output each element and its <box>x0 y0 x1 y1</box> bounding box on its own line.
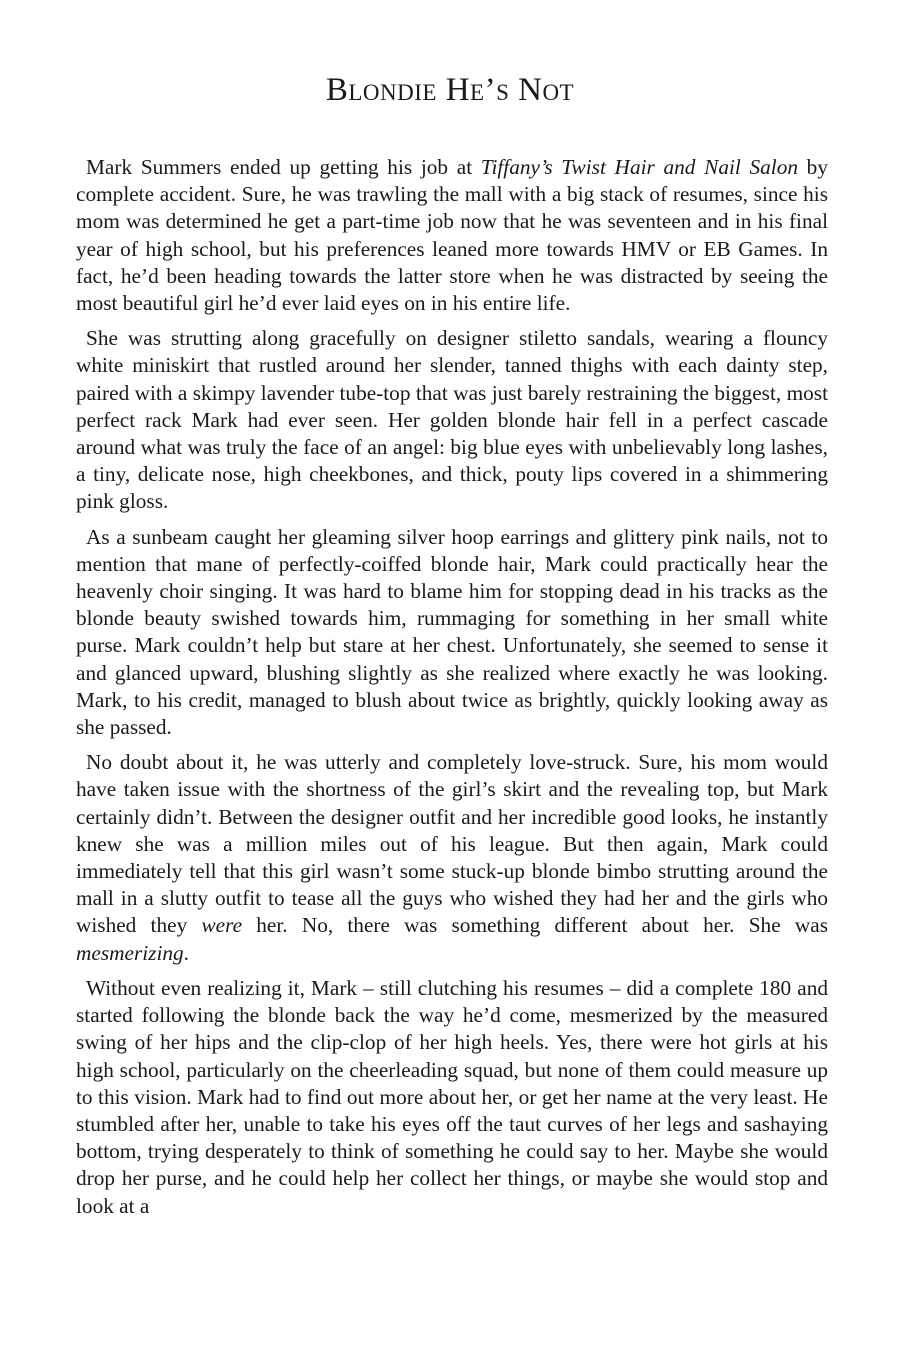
para-2-seg-1: She was strutting along gracefully on designer stiletto sandals, wearing a flouncy white miniskirt that rustled around her slender, tanned thighs with each dainty step, paired with a skimpy lavender tube-top that was just barely restraining the biggest, most perfect rack Mark had ever seen. Her golden blonde hair fell in a perfect cascade around what was truly the face of an angel: big blue eyes with unbelievably long lashes, a tiny, delicate nose, high cheekbones, and thick, pouty lips covered in a shimmering pink gloss. <box>76 326 828 514</box>
paragraph-4 <box>76 749 828 967</box>
paragraph-2 <box>76 325 828 515</box>
para-4-seg-5: . <box>183 940 189 965</box>
paragraph-3 <box>76 524 828 742</box>
chapter-body <box>76 154 828 1228</box>
para-3-seg-1: As a sunbeam caught her gleaming silver hoop earrings and glittery pink nails, not to mention that mane of perfectly-coiffed blonde hair, Mark could practically hear the heavenly choir singing. It was hard to blame him for stopping dead in his tracks as the blonde beauty swished towards him, rummaging for something in her small white purse. Mark couldn’t help but stare at her chest. Unfortunately, she seemed to sense it and glanced upward, blushing slightly as she realized where exactly he was looking. Mark, to his credit, managed to blush about twice as brightly, quickly looking away as she passed. <box>76 524 828 740</box>
para-4-italic-mesmerizing: mesmerizing <box>76 940 184 965</box>
para-4-seg-3: her. No, there was something different about her. She was <box>242 913 828 938</box>
chapter-title: Blondie He’s Not <box>325 72 575 108</box>
para-4-seg-1: No doubt about it, he was utterly and completely love-struck. Sure, his mom would have taken issue with the shortness of the girl’s skirt and the revealing top, but Mark certainly didn’t. Between the designer outfit and her incredible good looks, he instantly knew she was a million miles out of his league. But then again, Mark could immediately tell that this girl wasn’t some stuck-up blonde bimbo strutting around the mall in a slutty outfit to tease all the guys who wished they had her and the girls who wished they <box>76 750 828 938</box>
para-1-seg-1: Mark Summers ended up getting his job at <box>86 155 481 179</box>
paragraph-1 <box>76 154 828 317</box>
para-1-seg-3: by complete accident. Sure, he was trawling the mall with a big stack of resumes, since his mom was determined he get a part-time job now that he was seventeen and in his final year of high school, but his preferences leaned more towards HMV or EB Games. In fact, he’d been heading towards the latter store when he was distracted by seeing the most beautiful girl he’d ever laid eyes on in his entire life. <box>76 155 828 316</box>
salon-name: Tiffany’s Twist Hair and Nail Salon <box>480 155 798 179</box>
paragraph-5 <box>76 975 828 1220</box>
para-5-seg-1: Without even realizing it, Mark – still clutching his resumes – did a complete 180 and started following the blonde back the way he’d come, mesmerized by the measured swing of her hips and the clip-clop of her high heels. Yes, there were hot girls at his high school, particularly on the cheerleading squad, but none of them could measure up to this vision. Mark had to find out more about her, or get her name at the very least. He stumbled after her, unable to take his eyes off the taut curves of her legs and sashaying bottom, trying desperately to think of something he could say to her. Maybe she would drop her purse, and he could help her collect her things, or maybe she would stop and look at a <box>76 975 828 1218</box>
para-4-italic-were: were <box>201 913 243 938</box>
